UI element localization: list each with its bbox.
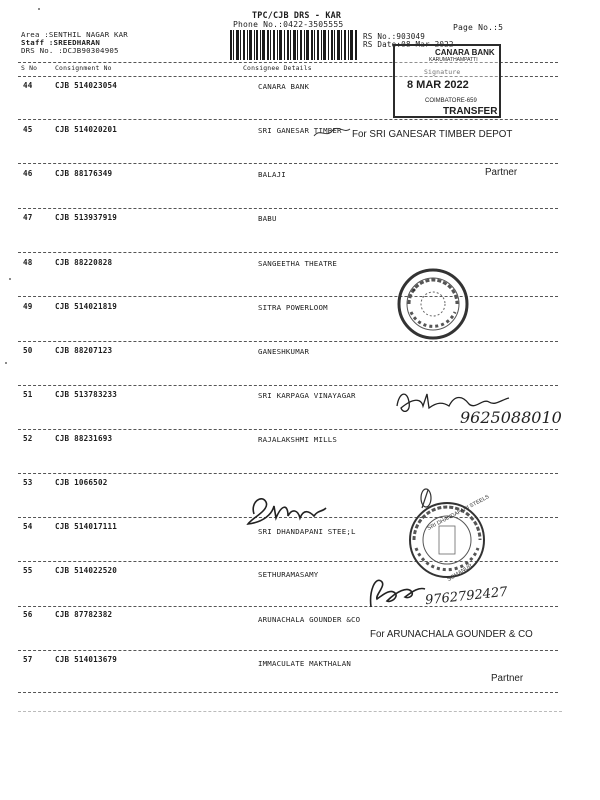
stamp-bank-name: CANARA BANK xyxy=(435,48,495,57)
row-number: 52 xyxy=(23,434,33,443)
col-consignment: Consignment No xyxy=(55,64,112,72)
row-consignment: CJB 514021819 xyxy=(55,302,118,311)
row-divider xyxy=(18,163,558,164)
row-divider xyxy=(18,429,558,430)
stamp-bank-transfer: TRANSFER xyxy=(443,106,498,117)
col-consignee: Consignee Details xyxy=(243,64,312,72)
round-seal-icon xyxy=(395,266,471,342)
area-label: Area :SENTHIL NAGAR KAR xyxy=(21,30,128,39)
row-consignee: SRI GANESAR TIMBER xyxy=(258,126,342,135)
row-number: 57 xyxy=(23,655,33,664)
row-divider xyxy=(18,473,558,474)
dhandapani-seal-text: SRI DHANDAPANI STEELS xyxy=(426,494,491,532)
handwritten-phone-1: 9625088010 xyxy=(460,408,562,427)
row-consignment: CJB 514017111 xyxy=(55,522,118,531)
row-consignment: CJB 514013679 xyxy=(55,655,118,664)
row-consignee: SANGEETHA THEATRE xyxy=(258,259,338,268)
row-number: 50 xyxy=(23,346,33,355)
row-number: 56 xyxy=(23,610,33,619)
col-sno: S No xyxy=(21,64,38,72)
row-consignee: SETHURAMASAMY xyxy=(258,570,319,579)
scan-mark xyxy=(38,8,40,10)
partner-label-2: Partner xyxy=(491,673,524,684)
rs-date: RS Date:08-Mar-2022 xyxy=(363,40,454,49)
signature-row55-icon xyxy=(365,573,427,611)
row-consignment: CJB 513937919 xyxy=(55,213,118,222)
row-number: 48 xyxy=(23,258,33,267)
handwritten-phone-2: 9762792427 xyxy=(424,584,509,609)
row-divider xyxy=(18,606,558,607)
row-divider xyxy=(18,296,558,297)
row-consignee: RAJALAKSHMI MILLS xyxy=(258,435,338,444)
row-consignee: GANESHKUMAR xyxy=(258,347,310,356)
signature-row54-icon xyxy=(244,488,328,530)
row-number: 55 xyxy=(23,566,33,575)
row-divider xyxy=(18,208,558,209)
row-number: 47 xyxy=(23,213,33,222)
row-consignment: CJB 514023054 xyxy=(55,81,118,90)
page-bottom-rule xyxy=(18,711,562,712)
row-number: 49 xyxy=(23,302,33,311)
row-consignee: SRI KARPAGA VINAYAGAR xyxy=(258,391,356,400)
row-number: 54 xyxy=(23,522,33,531)
row-consignment: CJB 88207123 xyxy=(55,346,113,355)
row-divider xyxy=(18,341,558,342)
document-title: TPC/CJB DRS - KAR xyxy=(252,10,342,20)
phone-number: Phone No.:0422-3505555 xyxy=(233,20,344,29)
ganesar-stamp-text: For SRI GANESAR TIMBER DEPOT xyxy=(352,129,513,140)
barcode-image xyxy=(230,30,358,60)
stamp-bank-date: 8 MAR 2022 xyxy=(407,79,469,91)
row-consignment: CJB 88176349 xyxy=(55,169,113,178)
row-consignee: SITRA POWERLOOM xyxy=(258,303,328,312)
page-number: Page No.:5 xyxy=(453,23,504,32)
row-consignment: CJB 88220828 xyxy=(55,258,113,267)
row-number: 51 xyxy=(23,390,33,399)
row-consignment: CJB 513783233 xyxy=(55,390,118,399)
row-divider xyxy=(18,119,558,120)
scan-mark xyxy=(5,362,7,364)
row-consignee: SRI DHANDAPANI STEE;L xyxy=(258,527,356,536)
row-divider xyxy=(18,252,558,253)
row-number: 53 xyxy=(23,478,33,487)
row-divider xyxy=(18,650,558,651)
row-consignee: CANARA BANK xyxy=(258,82,310,91)
row-divider xyxy=(18,692,558,693)
row-consignment: CJB 514020201 xyxy=(55,125,118,134)
arunachala-stamp-text: For ARUNACHALA GOUNDER & CO xyxy=(370,629,533,640)
scan-mark xyxy=(9,278,11,280)
handwritten-mark-icon xyxy=(312,126,352,140)
row-consignee: BALAJI xyxy=(258,170,286,179)
somanur-seal-text: SOMANUR xyxy=(446,563,474,583)
row-consignment: CJB 88231693 xyxy=(55,434,113,443)
col-signature: Signature xyxy=(424,68,461,76)
row-consignee: BABU xyxy=(258,214,277,223)
row-consignment: CJB 514022520 xyxy=(55,566,118,575)
rs-number: RS No.:903049 xyxy=(363,32,426,41)
staff-label: Staff :SREEDHARAN xyxy=(21,38,101,47)
row-consignee: ARUNACHALA GOUNDER &CO xyxy=(258,615,361,624)
row-consignee: IMMACULATE MAKTHALAN xyxy=(258,659,351,668)
row-number: 45 xyxy=(23,125,33,134)
row-number: 46 xyxy=(23,169,33,178)
partner-label-1: Partner xyxy=(485,167,518,178)
row-consignment: CJB 1066502 xyxy=(55,478,108,487)
row-number: 44 xyxy=(23,81,33,90)
row-consignment: CJB 87782382 xyxy=(55,610,113,619)
stamp-bank-place: COIMBATORE-659 xyxy=(425,98,477,104)
drs-number: DRS No. :DCJB90304905 xyxy=(21,46,119,55)
stamp-bank-branch: KARUMATHAMPATTI xyxy=(429,57,478,63)
canara-bank-stamp xyxy=(393,44,501,118)
